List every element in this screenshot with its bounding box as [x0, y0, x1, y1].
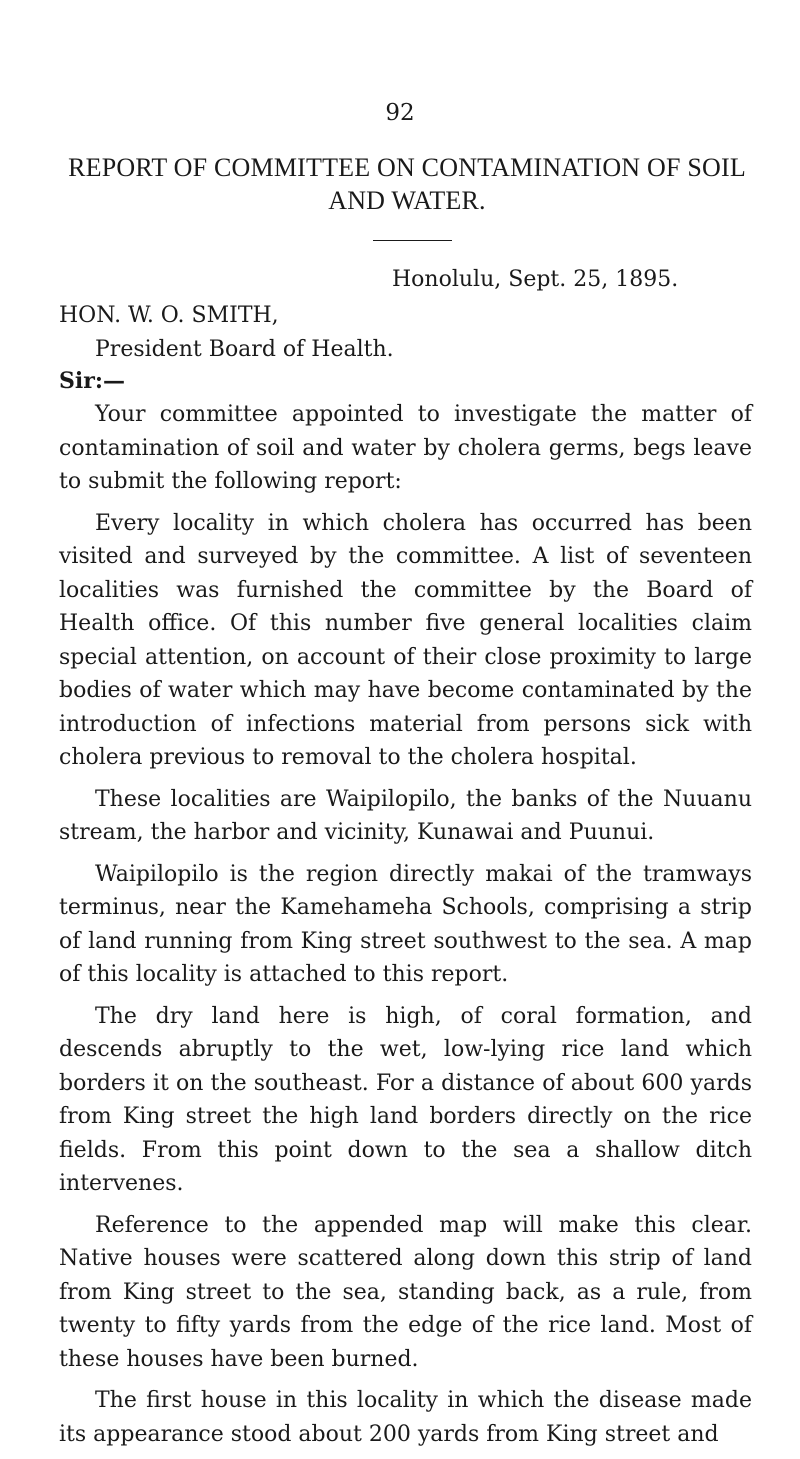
- addressee-name: HON. W. O. SMITH,: [59, 303, 279, 328]
- dateline: Honolulu, Sept. 25, 1895.: [392, 267, 679, 292]
- paragraph-localities-visited: Every locality in which cholera has occurred has been visited and surveyed by the committee. A list of seventeen localities was furnished the committee by the Board of Health office. Of this number five general localities claim special attention, on account of their close proximity to large bodies of water which may have become contaminated by the introduction of infections material from persons sick with cholera previous to removal to the cholera hospital.: [59, 510, 752, 770]
- paragraph-waipilopilo: Waipilopilo is the region directly makai of the tramways terminus, near the Kamehameha Schools, comprising a strip of land running from King street southwest to the sea. A map of this locality is attached to this report.: [59, 861, 752, 987]
- page-number: 92: [385, 100, 415, 126]
- report-title-line-2: AND WATER.: [328, 186, 486, 215]
- addressee-block: [59, 299, 394, 367]
- paragraph-locality-list: These localities are Waipilopilo, the banks of the Nuuanu stream, the harbor and vicinity, Kunawai and Puunui.: [59, 786, 752, 845]
- paragraph-dry-land: The dry land here is high, of coral formation, and descends abruptly to the wet, low-lying rice land which borders it on the southeast. For a distance of about 600 yards from King street the high land borders directly on the rice fields. From this point down to the sea a shallow ditch intervenes.: [59, 1003, 752, 1196]
- report-title: [62, 151, 752, 217]
- salutation: Sir:—: [59, 368, 125, 394]
- paragraph-intro: Your committee appointed to investigate the matter of contamination of soil and water by cholera germs, begs leave to submit the following report:: [59, 402, 752, 494]
- separator-rule: [373, 240, 452, 241]
- report-body: [59, 398, 752, 1459]
- paragraph-map-reference: Reference to the appended map will make this clear. Native houses were scattered along down this strip of land from King street to the sea, standing back, as a rule, from twenty to fifty yards from the edge of the rice land. Most of these houses have been burned.: [59, 1212, 752, 1372]
- report-title-line-1: REPORT OF COMMITTEE ON CONTAMINATION OF SOIL: [68, 153, 746, 182]
- paragraph-first-house: The first house in this locality in which the disease made its appearance stood about 200 yards from King street and: [59, 1388, 752, 1447]
- addressee-title: President Board of Health.: [95, 337, 394, 362]
